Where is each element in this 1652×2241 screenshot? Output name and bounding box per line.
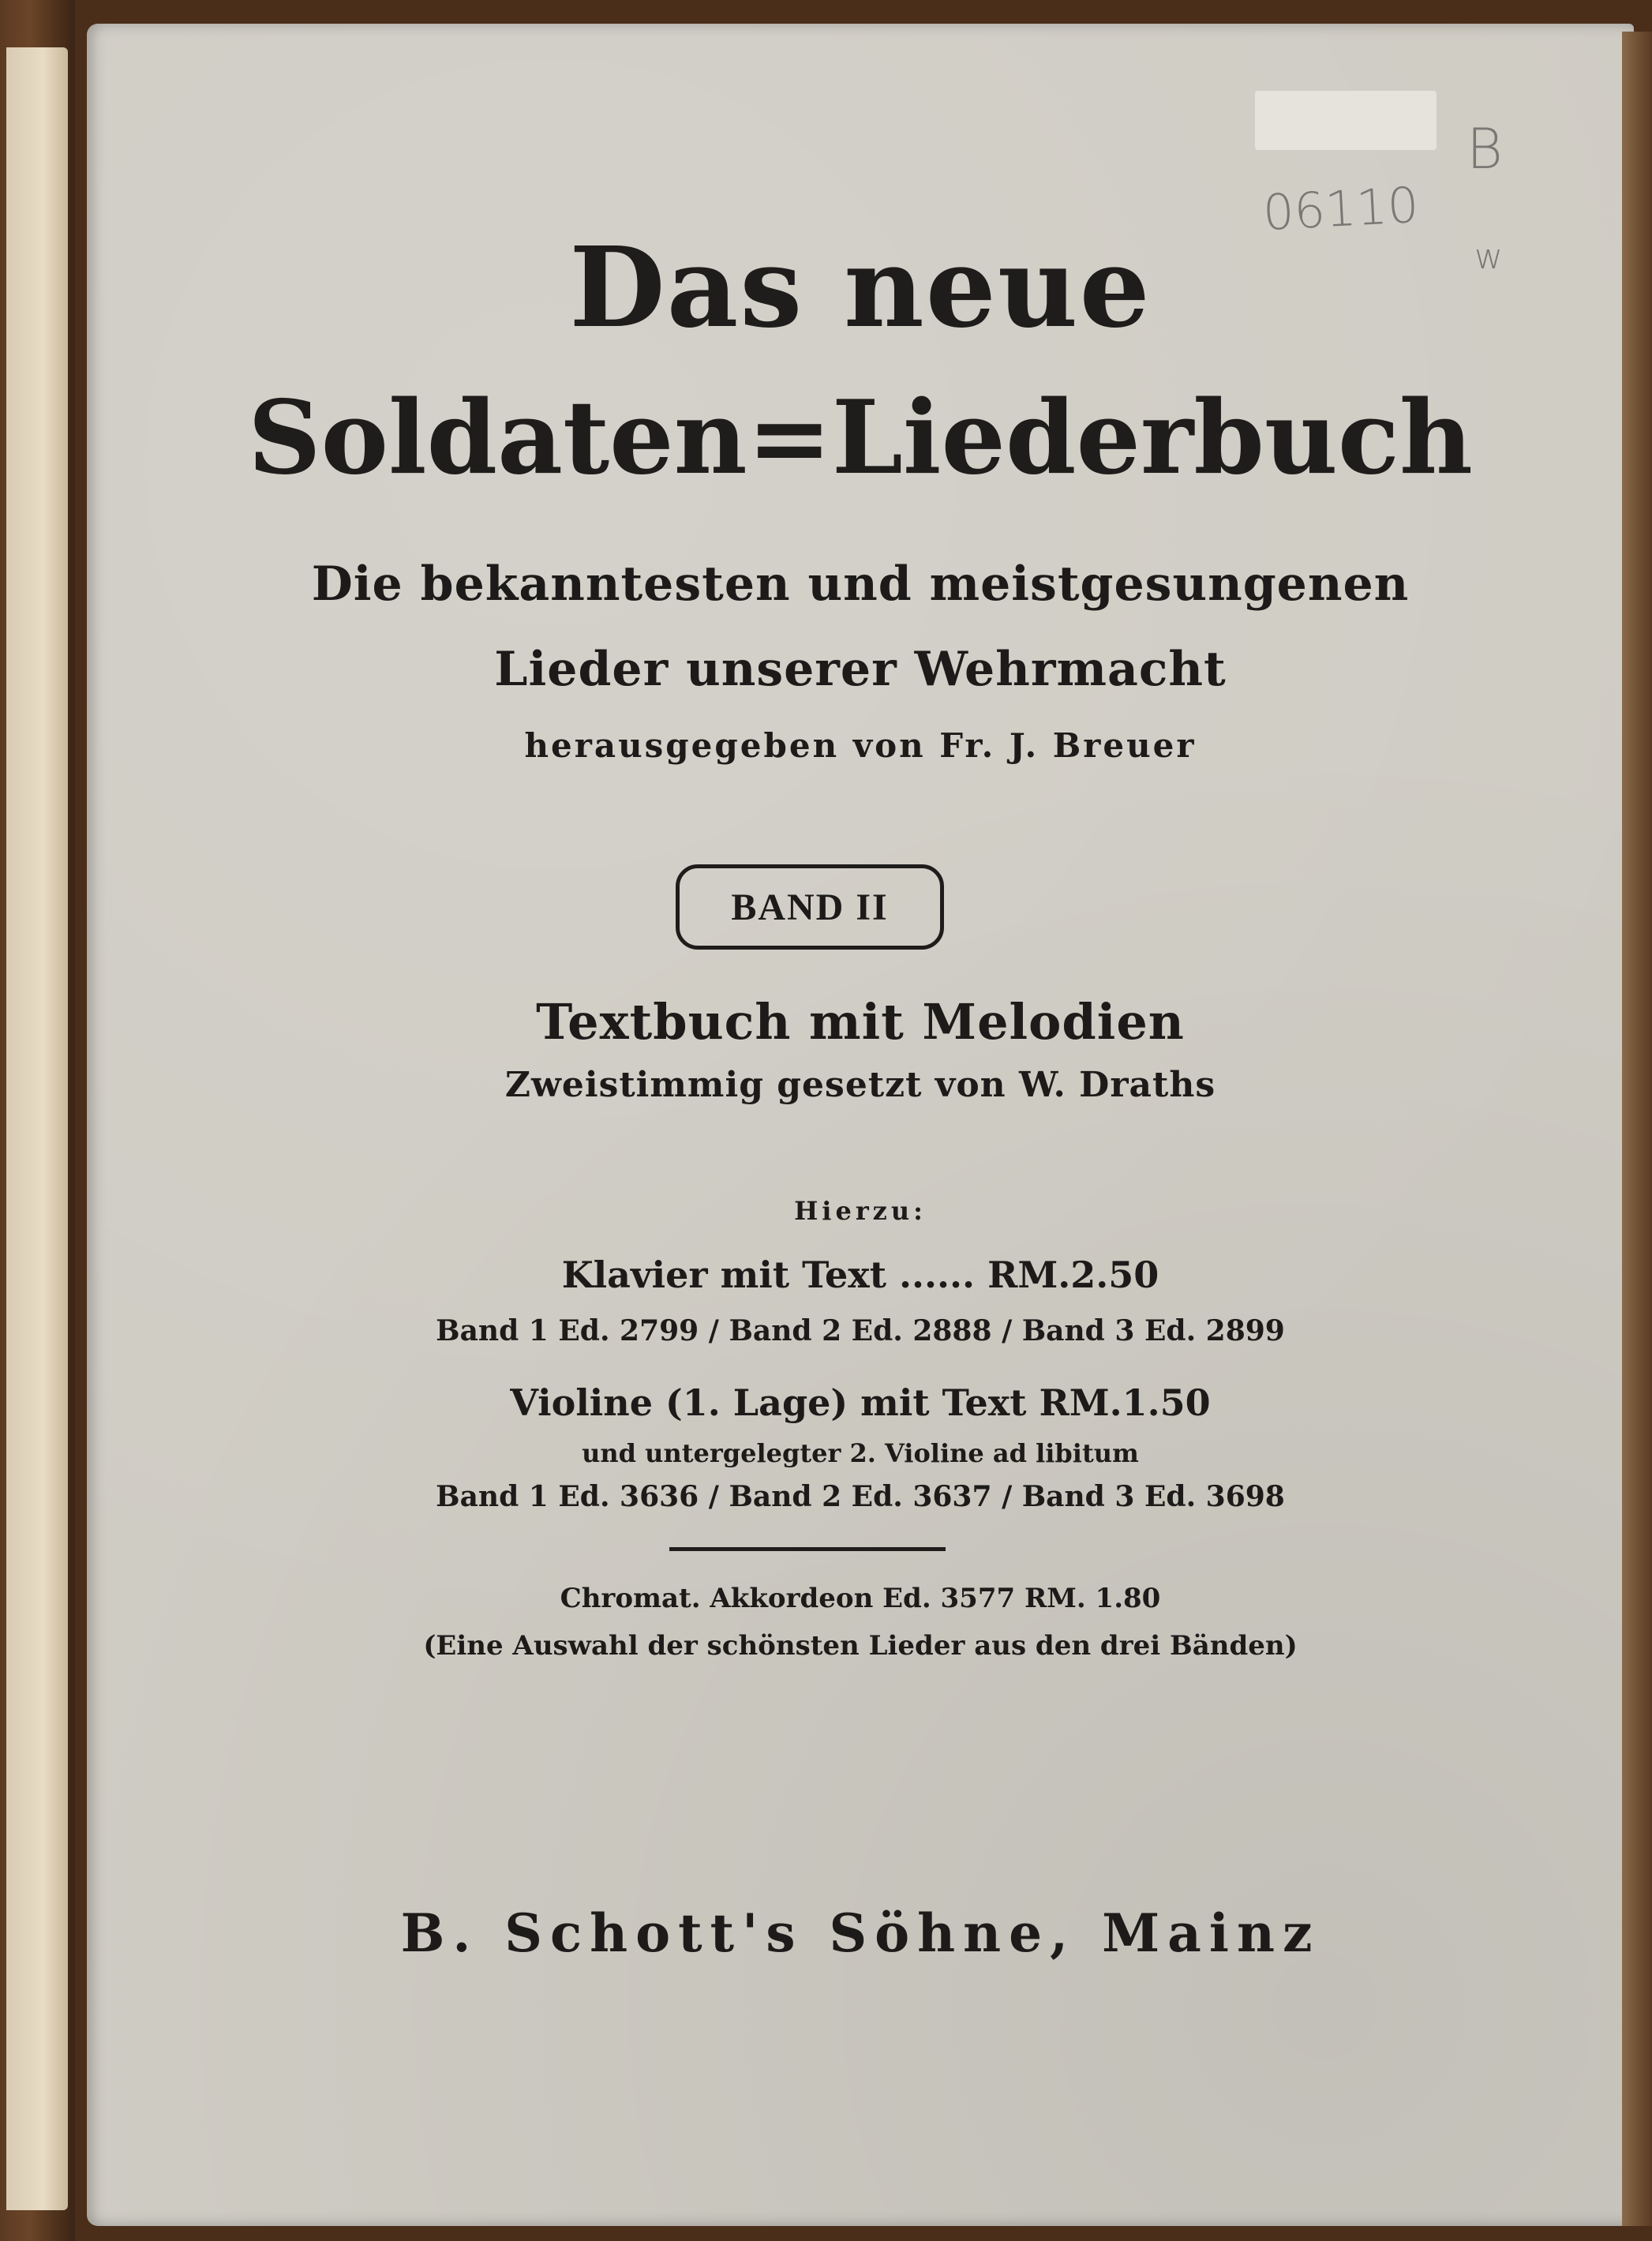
violine-note: und untergelegter 2. Violine ad libitum: [582, 1438, 1139, 1468]
textbuch-line-1: Textbuch mit Melodien: [536, 993, 1185, 1051]
publisher: B. Schott's Söhne, Mainz: [400, 1902, 1320, 1964]
title-line-1: Das neue: [569, 223, 1152, 353]
violine-editions: Band 1 Ed. 3636 / Band 2 Ed. 3637 / Band 3 Ed. 3698: [436, 1480, 1285, 1513]
klavier-editions: Band 1 Ed. 2799 / Band 2 Ed. 2888 / Band 3 Ed. 2899: [436, 1314, 1285, 1347]
akkordeon-line: Chromat. Akkordeon Ed. 3577 RM. 1.80: [560, 1583, 1161, 1614]
textbuch-line-2: Zweistimmig gesetzt von W. Draths: [504, 1065, 1216, 1105]
book-cover-right: [1622, 32, 1652, 2226]
divider-rule: [669, 1547, 946, 1551]
title-line-2: Soldaten=Liederbuch: [248, 379, 1473, 497]
band-label: BAND II: [676, 864, 944, 950]
covered-label: [1255, 91, 1437, 150]
violine-line: Violine (1. Lage) mit Text RM.1.50: [510, 1381, 1211, 1424]
subtitle-line-1: Die bekanntesten und meistgesungenen: [311, 557, 1410, 612]
pencil-catalog-number: 06110: [1261, 175, 1421, 242]
title-page: [87, 24, 1634, 2226]
hierzu-heading: Hierzu:: [794, 1196, 927, 1226]
klavier-line: Klavier mit Text ...... RM.2.50: [561, 1254, 1159, 1296]
subtitle-line-2: Lieder unserer Wehrmacht: [494, 642, 1227, 697]
pencil-letter-top: B: [1467, 117, 1503, 182]
endpaper: [6, 47, 68, 2210]
editor-credit: herausgegeben von Fr. J. Breuer: [524, 726, 1197, 765]
pencil-letter-bottom: w: [1474, 237, 1503, 277]
akkordeon-note: (Eine Auswahl der schönsten Lieder aus den drei Bänden): [423, 1630, 1298, 1662]
